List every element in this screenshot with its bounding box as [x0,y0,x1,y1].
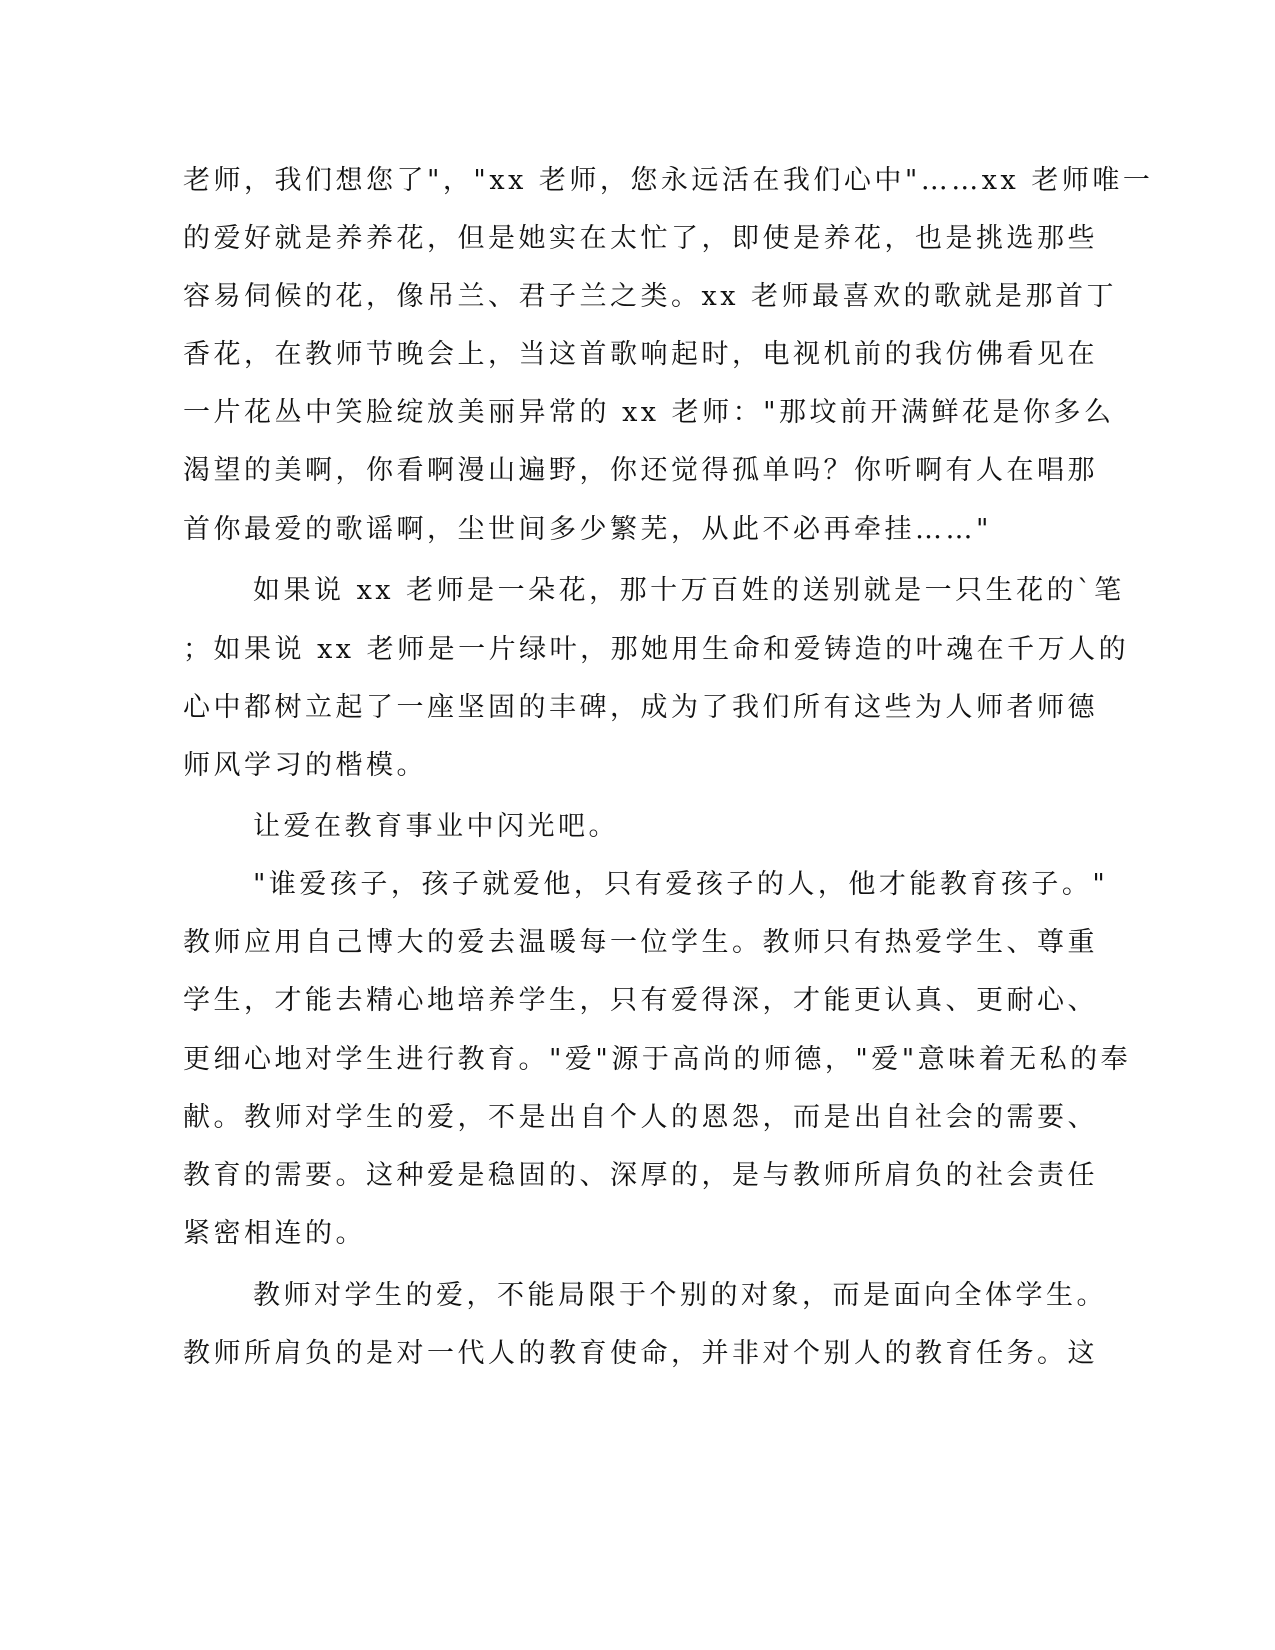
text-line: 老师，我们想您了"，"xx 老师，您永远活在我们心中"……xx 老师唯一 [183,165,1154,196]
text-line: 献。教师对学生的爱，不是出自个人的恩怨，而是出自社会的需要、 [183,1102,1098,1133]
text-line: 紧密相连的。 [183,1218,366,1249]
text-line: 首你最爱的歌谣啊，尘世间多少繁芜，从此不必再牵挂……" [183,514,992,545]
text-line: 香花，在教师节晚会上，当这首歌响起时，电视机前的我仿佛看见在 [183,339,1098,370]
text-line: 心中都树立起了一座坚固的丰碑，成为了我们所有这些为人师者师德 [183,692,1098,723]
text-line: 师风学习的楷模。 [183,750,427,781]
text-line: 教师应用自己博大的爱去温暖每一位学生。教师只有热爱学生、尊重 [183,927,1098,958]
text-line: 学生，才能去精心地培养学生，只有爱得深，才能更认真、更耐心、 [183,985,1098,1016]
text-line: "谁爱孩子，孩子就爱他，只有爱孩子的人，他才能教育孩子。" [253,869,1109,900]
text-line: 一片花丛中笑脸绽放美丽异常的 xx 老师："那坟前开满鲜花是你多么 [183,397,1115,428]
text-line: 让爱在教育事业中闪光吧。 [253,811,619,842]
text-line: 更细心地对学生进行教育。"爱"源于高尚的师德，"爱"意味着无私的奉 [183,1044,1132,1075]
text-line: 的爱好就是养养花，但是她实在太忙了，即使是养花，也是挑选那些 [183,223,1098,254]
text-line: 教师所肩负的是对一代人的教育使命，并非对个别人的教育任务。这 [183,1338,1098,1369]
text-line: 渴望的美啊，你看啊漫山遍野，你还觉得孤单吗？你听啊有人在唱那 [183,455,1098,486]
text-line: ；如果说 xx 老师是一片绿叶，那她用生命和爱铸造的叶魂在千万人的 [183,634,1130,665]
text-line: 如果说 xx 老师是一朵花，那十万百姓的送别就是一只生花的`笔 [253,575,1125,606]
text-line: 教师对学生的爱，不能局限于个别的对象，而是面向全体学生。 [253,1280,1107,1311]
text-line: 容易伺候的花，像吊兰、君子兰之类。xx 老师最喜欢的歌就是那首丁 [183,281,1118,312]
text-line: 教育的需要。这种爱是稳固的、深厚的，是与教师所肩负的社会责任 [183,1160,1098,1191]
